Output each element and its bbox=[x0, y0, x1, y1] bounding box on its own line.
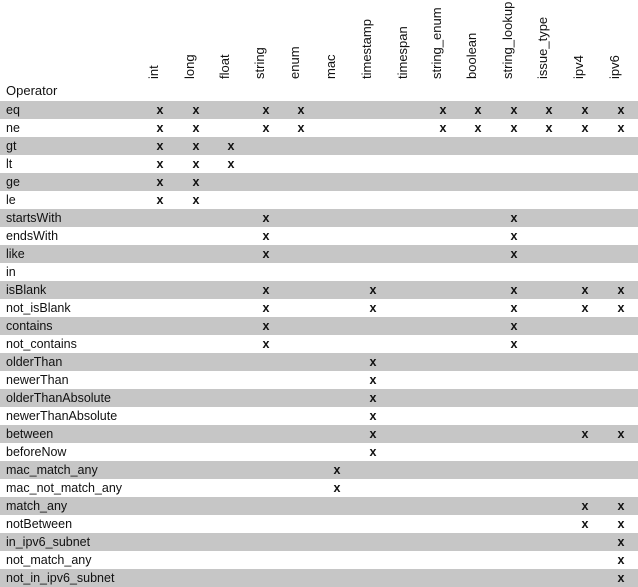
support-mark: x bbox=[510, 247, 518, 261]
support-mark: x bbox=[262, 283, 270, 297]
support-mark: x bbox=[369, 355, 377, 369]
support-mark: x bbox=[333, 481, 341, 495]
support-mark: x bbox=[369, 391, 377, 405]
support-mark: x bbox=[262, 103, 270, 117]
operator-name: beforeNow bbox=[6, 445, 67, 459]
table-row bbox=[0, 389, 638, 407]
support-mark: x bbox=[545, 121, 553, 135]
table-row bbox=[0, 191, 638, 209]
table-row bbox=[0, 227, 638, 245]
table-row bbox=[0, 119, 638, 137]
column-header-issue-type: issue_type bbox=[535, 16, 550, 79]
column-header-long: long bbox=[182, 54, 197, 79]
support-mark: x bbox=[617, 103, 625, 117]
support-mark: x bbox=[192, 193, 200, 207]
support-mark: x bbox=[617, 427, 625, 441]
operator-name: eq bbox=[6, 103, 20, 117]
support-mark: x bbox=[156, 175, 164, 189]
support-mark: x bbox=[369, 373, 377, 387]
support-mark: x bbox=[581, 517, 589, 531]
table-row bbox=[0, 461, 638, 479]
support-mark: x bbox=[510, 283, 518, 297]
operator-name: ge bbox=[6, 175, 20, 189]
support-mark: x bbox=[474, 121, 482, 135]
operator-name: between bbox=[6, 427, 54, 441]
operator-name: newerThan bbox=[6, 373, 69, 387]
support-mark: x bbox=[192, 103, 200, 117]
support-mark: x bbox=[156, 193, 164, 207]
column-header-cell bbox=[283, 0, 319, 101]
support-mark: x bbox=[156, 157, 164, 171]
support-mark: x bbox=[262, 247, 270, 261]
support-mark: x bbox=[510, 211, 518, 225]
operator-name: not_match_any bbox=[6, 553, 92, 567]
table-row bbox=[0, 173, 638, 191]
column-header-cell bbox=[603, 0, 638, 101]
table-row bbox=[0, 569, 638, 587]
column-header-int: int bbox=[146, 65, 161, 79]
support-mark: x bbox=[617, 283, 625, 297]
support-mark: x bbox=[369, 409, 377, 423]
support-mark: x bbox=[510, 319, 518, 333]
operator-column-header: Operator bbox=[6, 83, 58, 98]
table-row bbox=[0, 155, 638, 173]
support-mark: x bbox=[617, 553, 625, 567]
column-header-ipv4: ipv4 bbox=[571, 55, 586, 79]
support-mark: x bbox=[156, 139, 164, 153]
table-row bbox=[0, 137, 638, 155]
table-row bbox=[0, 317, 638, 335]
operator-name: not_in_ipv6_subnet bbox=[6, 571, 115, 585]
support-mark: x bbox=[581, 499, 589, 513]
column-header-timespan: timespan bbox=[395, 26, 410, 79]
operator-name: match_any bbox=[6, 499, 68, 513]
support-mark: x bbox=[474, 103, 482, 117]
support-mark: x bbox=[192, 139, 200, 153]
operator-name: endsWith bbox=[6, 229, 59, 243]
column-header-timestamp: timestamp bbox=[359, 19, 374, 79]
support-mark: x bbox=[262, 229, 270, 243]
support-mark: x bbox=[617, 121, 625, 135]
column-header-cell bbox=[319, 0, 355, 101]
support-mark: x bbox=[617, 301, 625, 315]
operator-name: not_contains bbox=[6, 337, 77, 351]
support-mark: x bbox=[581, 301, 589, 315]
support-mark: x bbox=[262, 301, 270, 315]
table-row bbox=[0, 515, 638, 533]
column-header-cell bbox=[460, 0, 496, 101]
operator-name: startsWith bbox=[6, 211, 62, 225]
table-row bbox=[0, 407, 638, 425]
table-row bbox=[0, 263, 638, 281]
support-mark: x bbox=[227, 157, 235, 171]
column-header-cell bbox=[391, 0, 427, 101]
table-row bbox=[0, 497, 638, 515]
operator-name: gt bbox=[6, 139, 17, 153]
support-mark: x bbox=[369, 301, 377, 315]
support-mark: x bbox=[510, 301, 518, 315]
table-row bbox=[0, 425, 638, 443]
operator-name: mac_not_match_any bbox=[6, 481, 123, 495]
operator-name: notBetween bbox=[6, 517, 73, 531]
support-mark: x bbox=[156, 103, 164, 117]
table-row bbox=[0, 551, 638, 569]
column-header-cell bbox=[355, 0, 391, 101]
operator-name: olderThan bbox=[6, 355, 63, 369]
table-row bbox=[0, 443, 638, 461]
support-mark: x bbox=[369, 283, 377, 297]
support-mark: x bbox=[581, 427, 589, 441]
support-mark: x bbox=[439, 121, 447, 135]
table-row bbox=[0, 533, 638, 551]
support-mark: x bbox=[617, 535, 625, 549]
column-header-cell bbox=[213, 0, 249, 101]
support-mark: x bbox=[617, 517, 625, 531]
table-row bbox=[0, 281, 638, 299]
support-mark: x bbox=[581, 283, 589, 297]
operator-name: isBlank bbox=[6, 283, 47, 297]
support-mark: x bbox=[297, 103, 305, 117]
support-mark: x bbox=[297, 121, 305, 135]
support-mark: x bbox=[156, 121, 164, 135]
table-row bbox=[0, 101, 638, 119]
table-row bbox=[0, 335, 638, 353]
column-header-cell bbox=[142, 0, 178, 101]
support-mark: x bbox=[262, 319, 270, 333]
operator-name: contains bbox=[6, 319, 53, 333]
operator-name: newerThanAbsolute bbox=[6, 409, 118, 423]
support-mark: x bbox=[439, 103, 447, 117]
support-mark: x bbox=[581, 103, 589, 117]
support-mark: x bbox=[333, 463, 341, 477]
support-mark: x bbox=[369, 445, 377, 459]
operator-name: like bbox=[6, 247, 25, 261]
support-mark: x bbox=[262, 337, 270, 351]
column-header-cell bbox=[567, 0, 603, 101]
table-row bbox=[0, 353, 638, 371]
column-header-cell bbox=[425, 0, 461, 101]
support-mark: x bbox=[510, 121, 518, 135]
column-header-string-enum: string_enum bbox=[429, 7, 444, 79]
support-mark: x bbox=[617, 571, 625, 585]
column-header-float: float bbox=[217, 54, 232, 79]
support-mark: x bbox=[192, 121, 200, 135]
support-mark: x bbox=[545, 103, 553, 117]
table-row bbox=[0, 209, 638, 227]
column-header-cell bbox=[531, 0, 567, 101]
support-mark: x bbox=[262, 211, 270, 225]
operator-name: in_ipv6_subnet bbox=[6, 535, 91, 549]
support-mark: x bbox=[581, 121, 589, 135]
column-header-string: string bbox=[252, 47, 267, 79]
operator-name: olderThanAbsolute bbox=[6, 391, 111, 405]
operator-name: mac_match_any bbox=[6, 463, 98, 477]
column-header-cell bbox=[248, 0, 284, 101]
support-mark: x bbox=[192, 175, 200, 189]
column-header-enum: enum bbox=[287, 46, 302, 79]
table-row bbox=[0, 299, 638, 317]
column-header-boolean: boolean bbox=[464, 32, 479, 79]
operator-name: not_isBlank bbox=[6, 301, 71, 315]
operator-name: lt bbox=[6, 157, 13, 171]
column-header-cell bbox=[496, 0, 532, 101]
support-mark: x bbox=[262, 121, 270, 135]
support-mark: x bbox=[510, 103, 518, 117]
column-header-ipv6: ipv6 bbox=[607, 55, 622, 79]
operator-name: le bbox=[6, 193, 16, 207]
support-mark: x bbox=[227, 139, 235, 153]
support-mark: x bbox=[510, 229, 518, 243]
column-header-string-lookup: string_lookup bbox=[500, 1, 515, 79]
column-header-cell bbox=[178, 0, 214, 101]
table-row bbox=[0, 371, 638, 389]
support-mark: x bbox=[617, 499, 625, 513]
operator-name: in bbox=[6, 265, 16, 279]
table-row bbox=[0, 479, 638, 497]
support-mark: x bbox=[192, 157, 200, 171]
table-row bbox=[0, 245, 638, 263]
operator-header-cell bbox=[0, 0, 150, 101]
support-mark: x bbox=[369, 427, 377, 441]
operator-name: ne bbox=[6, 121, 20, 135]
support-mark: x bbox=[510, 337, 518, 351]
column-header-mac: mac bbox=[323, 54, 338, 79]
